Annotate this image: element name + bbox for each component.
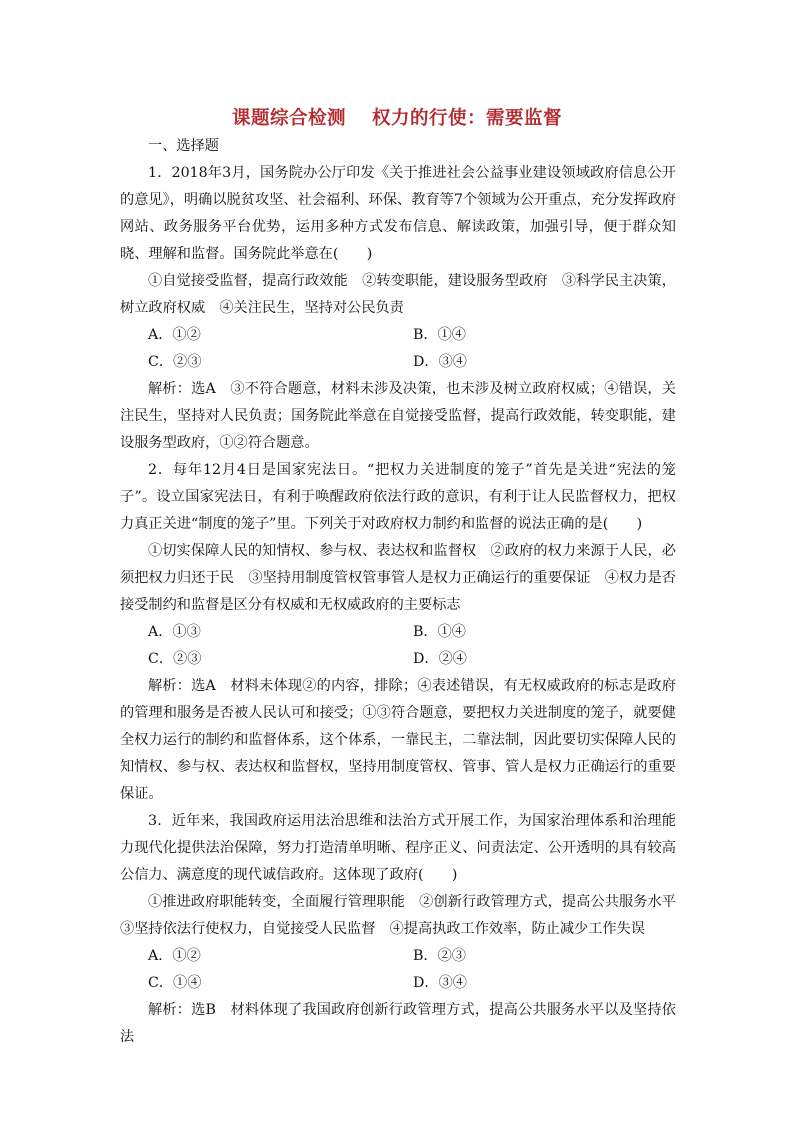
option-row — [120, 349, 676, 376]
option-d: D．②④ — [413, 651, 467, 667]
question-statements: ①自觉接受监督，提高行政效能 ②转变职能，建设服务型政府 ③科学民主决策，树立政府权威 ④关注民生，坚持对公民负责 — [120, 273, 676, 316]
question-analysis: 解析：选A ③不符合题意，材料未涉及决策，也未涉及树立政府权威；④错误，关注民生，坚持对人民负责；国务院此举意在自觉接受监督，提高行政效能，转变职能，建设服务型政府，①②符合题意。 — [120, 381, 676, 451]
option-row — [120, 943, 676, 970]
option-row — [120, 646, 676, 673]
document-body — [120, 133, 676, 1051]
question-3 — [120, 808, 676, 1051]
question-analysis: 解析：选A 材料未体现②的内容，排除；④表述错误，有无权威政府的标志是政府的管理和服务是否被人民认可和接受；①③符合题意，要把权力关进制度的笼子，就要健全权力运行的制约和监督体系，这个体系，一靠民主，二靠法制，因此要切实保障人民的知情权、参与权、表达权和监督权，坚持用制度管权、管事、管人是权力正确运行的重要保证。 — [120, 678, 676, 802]
option-b: B．①④ — [413, 327, 466, 343]
question-1 — [120, 160, 676, 457]
option-b: B．②③ — [413, 948, 466, 964]
option-c: C．②③ — [148, 354, 202, 370]
question-stem: 1．2018年3月，国务院办公厅印发《关于推进社会公益事业建设领域政府信息公开的意见》，明确以脱贫攻坚、社会福利、环保、教育等7个领域为公开重点，充分发挥政府网站、政务服务平台优势，运用多种方式发布信息、解读政策，加强引导，便于群众知晓、理解和监督。国务院此举意在( ) — [120, 165, 676, 262]
question-2 — [120, 457, 676, 808]
section-heading: 一、选择题 — [148, 138, 219, 154]
page-title — [0, 104, 794, 130]
question-statements: ①推进政府职能转变，全面履行管理职能 ②创新行政管理方式，提高公共服务水平③坚持依法行使权力，自觉接受人民监督 ④提高执政工作效率，防止减少工作失误 — [120, 894, 676, 937]
question-stem: 3．近年来，我国政府运用法治思维和法治方式开展工作，为国家治理体系和治理能力现代化提供法治保障，努力打造清单明晰、程序正义、问责法定、公开透明的具有较高公信力、满意度的现代诚信政府。这体现了政府( ) — [120, 813, 676, 883]
option-d: D．③④ — [413, 354, 467, 370]
question-analysis: 解析：选B 材料体现了我国政府创新行政管理方式，提高公共服务水平以及坚持依法 — [120, 1002, 676, 1045]
question-stem: 2．每年12月4日是国家宪法日。“把权力关进制度的笼子”首先是关进“宪法的笼子”。设立国家宪法日，有利于唤醒政府依法行政的意识，有利于让人民监督权力，把权力真正关进“制度的笼子”里。下列关于对政府权力制约和监督的说法正确的是( ) — [120, 462, 676, 532]
option-a: A．①② — [148, 327, 201, 343]
option-a: A．①③ — [148, 624, 201, 640]
option-c: C．②③ — [148, 651, 202, 667]
option-row — [120, 322, 676, 349]
option-b: B．①④ — [413, 624, 466, 640]
option-c: C．①④ — [148, 975, 202, 991]
option-d: D．③④ — [413, 975, 467, 991]
title-part-2: 权力的行使：需要监督 — [372, 108, 563, 129]
question-statements: ①切实保障人民的知情权、参与权、表达权和监督权 ②政府的权力来源于人民，必须把权力归还于民 ③坚持用制度管权管事管人是权力正确运行的重要保证 ④权力是否接受制约和监督是区分有权威和无权威政府的主要标志 — [120, 543, 676, 613]
option-row — [120, 970, 676, 997]
title-part-1: 课题综合检测 — [231, 108, 346, 129]
option-row — [120, 619, 676, 646]
option-a: A．①② — [148, 948, 201, 964]
